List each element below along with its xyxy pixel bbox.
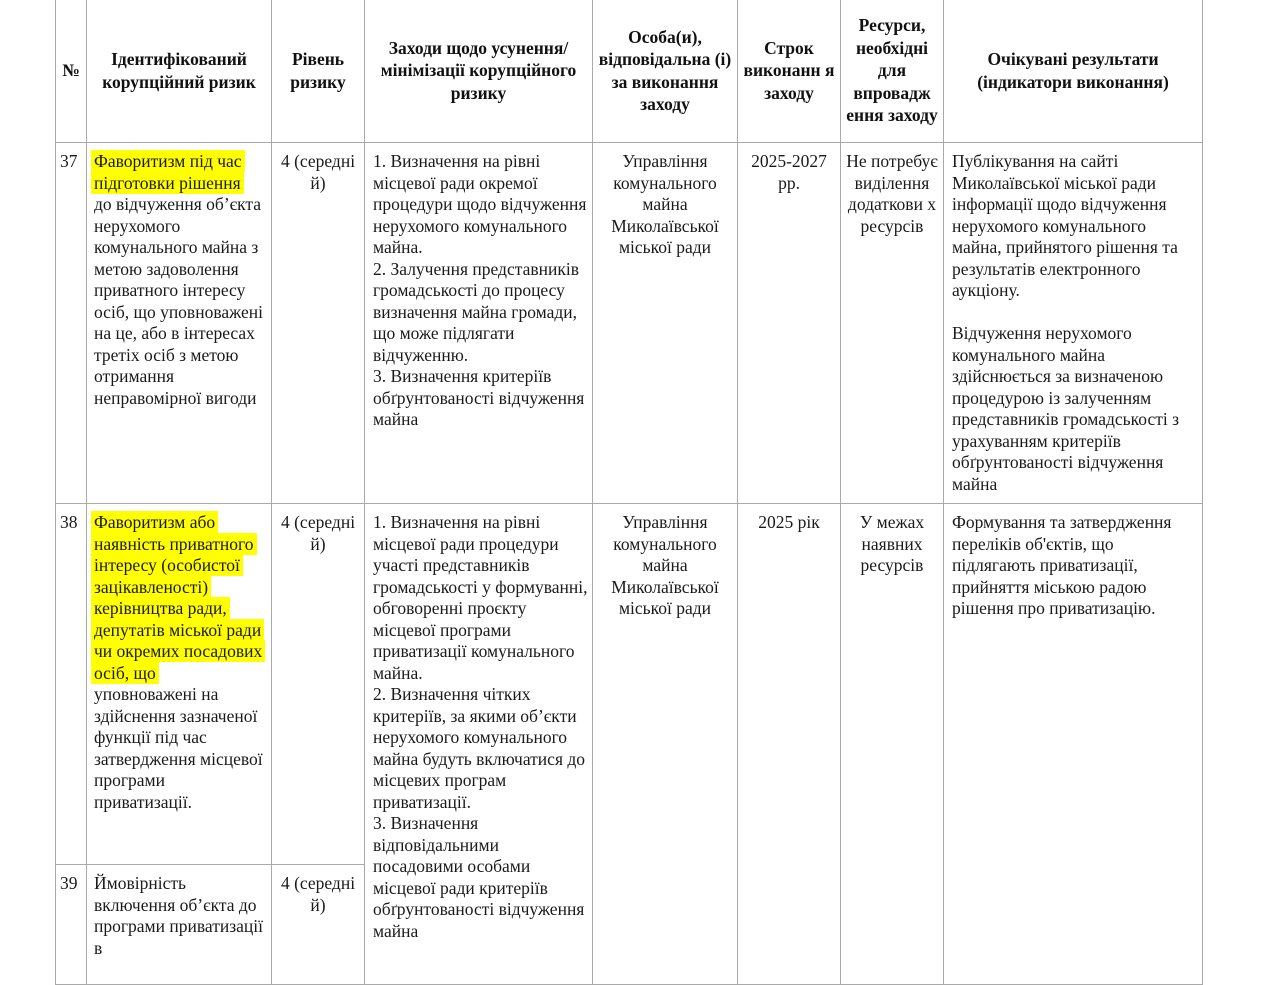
risk-highlighted-text: Фаворитизм під час підготовки рішення <box>91 150 245 194</box>
measures-cell <box>365 504 593 985</box>
measure-item: 2. Визначення чітких критеріїв, за якими об’єкти нерухомого комунального майна будуть включатися до місцевих програм приватизації. <box>373 684 586 812</box>
risk-cell <box>87 504 272 865</box>
corruption-risk-table <box>55 0 1203 985</box>
measure-item: 2. Залучення представників громадськості до процесу визначення майна громади, що може підлягати відчуженню. <box>373 258 579 365</box>
risk-text: до відчуження об’єкта нерухомого комунального майна з метою задоволення приватного інтересу осіб, що уповноважені на це, або в інтересах третіх осіб з метою отримання неправомірної вигоди <box>94 194 263 408</box>
risk-level: 4 (середні й) <box>272 504 365 865</box>
measure-item: 1. Визначення на рівні місцевої ради окремої процедури щодо відчуження нерухомого комунального майна. <box>373 151 587 257</box>
header-risk: Ідентифікований корупційний ризик <box>87 0 272 143</box>
risk-level: 4 (середні й) <box>272 865 365 985</box>
risk-text: уповноважені на здійснення зазначеної функції під час затвердження місцевої програми приватизації. <box>94 684 263 812</box>
header-measures: Заходи щодо усунення/ мінімізації корупційного ризику <box>365 0 593 143</box>
risk-level: 4 (середні й) <box>272 143 365 504</box>
measure-item: 3. Визначення відповідальними посадовими особами місцевої ради критеріїв обґрунтованості відчуження майна <box>373 813 585 941</box>
outcomes-cell <box>944 143 1203 504</box>
header-term: Строк виконанн я заходу <box>738 0 841 143</box>
measure-item: 1. Визначення на рівні місцевої ради процедури участі представників громадськості у формуванні, обговоренні проєкту місцевої програми приватизації комунального майна. <box>373 512 588 683</box>
risk-text: Ймовірність включення об’єкта до програми приватизації в <box>94 873 263 958</box>
header-outcomes: Очікувані результати (індикатори виконання) <box>944 0 1203 143</box>
responsible-cell: Управління комунального майна Миколаївської міської ради <box>593 504 738 985</box>
table-header-row <box>56 0 1203 143</box>
term-cell: 2025-2027 рр. <box>738 143 841 504</box>
header-responsible: Особа(и), відповідальна (і) за виконання заходу <box>593 0 738 143</box>
outcome-item: Відчуження нерухомого комунального майна здійснюється за визначеною процедурою із залученням представників громадськості з урахуванням критеріїв обґрунтованості відчуження майна <box>952 323 1180 494</box>
header-level: Рівень ризику <box>272 0 365 143</box>
outcome-item: Публікування на сайті Миколаївської міської ради інформації щодо відчуження нерухомого комунального майна, прийнятого рішення та результатів електронного аукціону. <box>952 151 1178 300</box>
row-number: 37 <box>56 143 87 504</box>
measures-cell <box>365 143 593 504</box>
risk-cell <box>87 143 272 504</box>
measure-item: 3. Визначення критеріїв обґрунтованості відчуження майна <box>373 366 585 429</box>
outcomes-cell <box>944 504 1203 985</box>
responsible-cell: Управління комунального майна Миколаївської міської ради <box>593 143 738 504</box>
outcome-item: Формування та затвердження переліків об'єктів, що підлягають приватизації, прийняття міською радою рішення про приватизацію. <box>952 512 1172 618</box>
risk-highlighted-text: Фаворитизм або наявність приватного інтересу (особистої зацікавленості) керівництва ради, депутатів міської ради чи окремих посадових осіб, що <box>91 511 265 684</box>
risk-cell <box>87 865 272 985</box>
header-resources: Ресурси, необхідні для впровадж ення заходу <box>841 0 944 143</box>
table-row <box>56 143 1203 504</box>
term-cell: 2025 рік <box>738 504 841 985</box>
paragraph-spacer <box>952 302 1196 324</box>
resources-cell: У межах наявних ресурсів <box>841 504 944 985</box>
row-number: 39 <box>56 865 87 985</box>
header-num: № <box>56 0 87 143</box>
table-row <box>56 504 1203 865</box>
resources-cell: Не потребує виділення додаткови х ресурсів <box>841 143 944 504</box>
row-number: 38 <box>56 504 87 865</box>
